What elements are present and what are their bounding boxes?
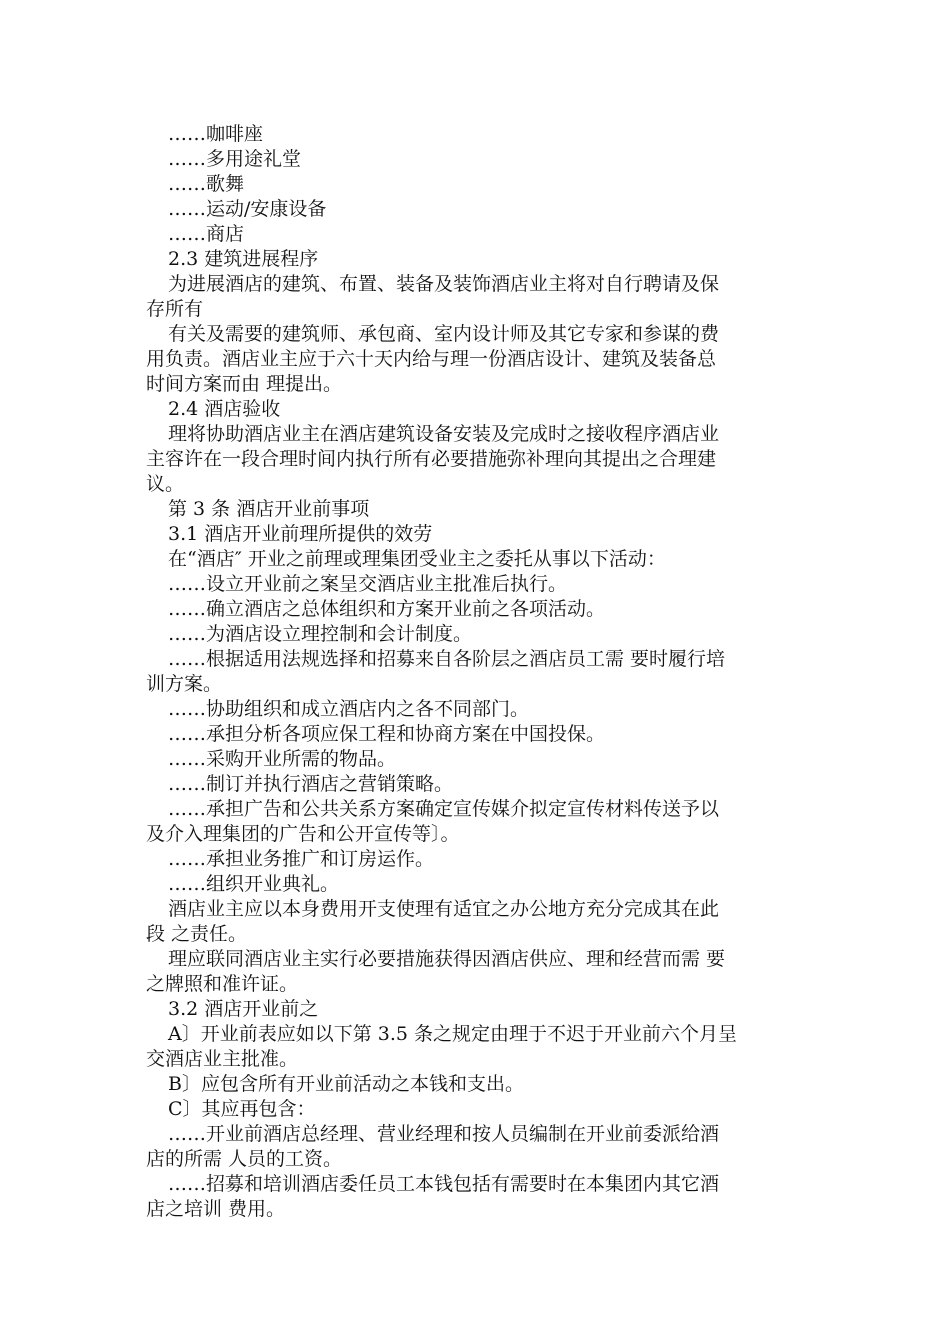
- text-line: ……设立开业前之案呈交酒店业主批准后执行。: [168, 573, 568, 595]
- text-line: ……咖啡座: [168, 123, 264, 145]
- text-line: ……采购开业所需的物品。: [168, 748, 397, 770]
- text-line: ……开业前酒店总经理、营业经理和按人员编制在开业前委派给酒: [168, 1123, 720, 1145]
- text-line: ……商店: [168, 223, 245, 245]
- text-line: 时间方案而由 理提出。: [146, 373, 343, 395]
- text-line: 之牌照和准许证。: [146, 973, 299, 995]
- text-line: 有关及需要的建筑师、承包商、室内设计师及其它专家和参谋的费: [168, 323, 720, 345]
- text-line: ……为酒店设立理控制和会计制度。: [168, 623, 473, 645]
- text-line: 训方案。: [146, 673, 223, 695]
- text-line: 店之培训 费用。: [146, 1198, 286, 1220]
- text-line: ……确立酒店之总体组织和方案开业前之各项活动。: [168, 598, 606, 620]
- text-line: ……招募和培训酒店委任员工本钱包括有需要时在本集团内其它酒: [168, 1173, 720, 1195]
- text-line: 段 之责任。: [146, 923, 248, 945]
- text-line: 主容许在一段合理时间内执行所有必要措施弥补理向其提出之合理建: [146, 448, 717, 470]
- text-line: 3.2 酒店开业前之: [168, 998, 319, 1020]
- text-line: 存所有: [146, 298, 204, 320]
- text-line: 及介入理集团的广告和公开宣传等〕。: [146, 823, 460, 845]
- text-line: 2.4 酒店验收: [168, 398, 281, 420]
- text-line: 酒店业主应以本身费用开支使理有适宜之办公地方充分完成其在此: [168, 898, 720, 920]
- text-line: 3.1 酒店开业前理所提供的效劳: [168, 523, 433, 545]
- text-line: ……承担业务推广和订房运作。: [168, 848, 435, 870]
- text-line: ……承担广告和公共关系方案确定宣传媒介拟定宣传材料传送予以: [168, 798, 720, 820]
- text-line: ……运动/安康设备: [168, 198, 327, 220]
- text-line: ……歌舞: [168, 173, 245, 195]
- text-line: ……协助组织和成立酒店内之各不同部门。: [168, 698, 530, 720]
- text-line: 议。: [146, 473, 185, 495]
- text-line: ……制订并执行酒店之营销策略。: [168, 773, 454, 795]
- text-line: 理将协助酒店业主在酒店建筑设备安装及完成时之接收程序酒店业: [168, 423, 720, 445]
- text-line: C〕其应再包含：: [168, 1098, 316, 1120]
- text-line: ……多用途礼堂: [168, 148, 302, 170]
- text-line: B〕应包含所有开业前活动之本钱和支出。: [168, 1073, 524, 1095]
- text-line: ……组织开业典礼。: [168, 873, 340, 895]
- text-line: 为进展酒店的建筑、布置、装备及装饰酒店业主将对自行聘请及保: [168, 273, 720, 295]
- text-line: 在“酒店″ 开业之前理或理集团受业主之委托从事以下活动：: [168, 548, 666, 570]
- text-line: 第 3 条 酒店开业前事项: [168, 498, 370, 520]
- text-line: ……根据适用法规选择和招募来自各阶层之酒店员工需 要时履行培: [168, 648, 726, 670]
- text-line: A〕开业前表应如以下第 3.5 条之规定由理于不迟于开业前六个月呈: [168, 1023, 738, 1045]
- text-line: 理应联同酒店业主实行必要措施获得因酒店供应、理和经营而需 要: [168, 948, 726, 970]
- document-body: [146, 122, 806, 1222]
- text-line: ……承担分析各项应保工程和协商方案在中国投保。: [168, 723, 606, 745]
- text-line: 交酒店业主批准。: [146, 1048, 299, 1070]
- text-line: 2.3 建筑进展程序: [168, 248, 319, 270]
- text-line: 用负责。酒店业主应于六十天内给与理一份酒店设计、建筑及装备总: [146, 348, 717, 370]
- text-line: 店的所需 人员的工资。: [146, 1148, 343, 1170]
